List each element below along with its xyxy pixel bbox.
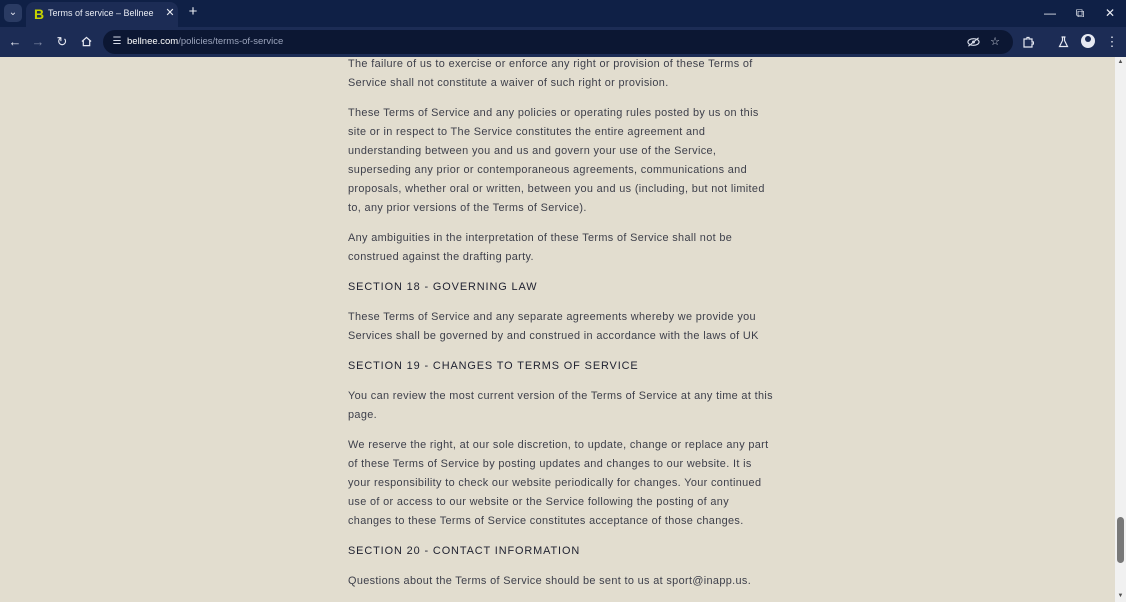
vertical-scrollbar[interactable] [1115, 57, 1126, 602]
paragraph-changes: We reserve the right, at our sole discretion, to update, change or replace any part of these Terms of Service by posting updates and changes to our website. It is your responsibility to check our website periodically for changes. Your continued use of or access to our website or the Service following the posting of any changes to these Terms of Service constitutes acceptance of those changes. [348, 439, 769, 527]
paragraph-governing-law: These Terms of Service and any separate agreements whereby we provide you Services shall be governed by and construed in accordance with the laws of UK [348, 311, 759, 342]
forward-button[interactable] [29, 33, 47, 51]
minimize-button[interactable] [1042, 5, 1058, 21]
url-text[interactable] [127, 36, 283, 47]
browser-toolbar [0, 27, 1126, 57]
heading-section-19: SECTION 19 - CHANGES TO TERMS OF SERVICE [348, 360, 639, 372]
site-info-icon[interactable]: ☰ [112, 36, 122, 47]
new-tab-button[interactable] [186, 5, 200, 19]
url-host: bellnee.com [127, 36, 179, 47]
star-icon[interactable]: ☆ [990, 36, 1000, 48]
back-button[interactable] [6, 33, 24, 51]
menu-icon: ⋮ [1105, 34, 1119, 49]
url-path: /policies/terms-of-service [178, 36, 284, 47]
plus-icon: + [188, 3, 198, 20]
terms-content [348, 57, 773, 602]
close-tab-icon[interactable]: ✕ [165, 7, 175, 19]
home-button[interactable] [77, 33, 95, 51]
paragraph-waiver: The failure of us to exercise or enforce any right or provision of these Terms of Service shall not constitute a waiver of such right or provision. [348, 58, 753, 89]
heading-section-18: SECTION 18 - GOVERNING LAW [348, 281, 538, 293]
page-viewport [0, 57, 1115, 602]
scroll-up-arrow-icon[interactable]: ▲ [1117, 59, 1124, 65]
reload-button[interactable] [53, 33, 71, 51]
tab-title: Terms of service – Bellnee [48, 8, 154, 18]
labs-button[interactable] [1054, 33, 1072, 51]
profile-icon[interactable] [1081, 34, 1095, 48]
minimize-icon: — [1044, 6, 1056, 20]
menu-button[interactable] [1103, 33, 1121, 51]
restore-button[interactable] [1072, 5, 1088, 21]
paragraph-ambiguities: Any ambiguities in the interpretation of these Terms of Service shall not be construed against the drafting party. [348, 232, 733, 263]
close-icon: ✕ [1104, 6, 1116, 20]
close-window-button[interactable] [1102, 5, 1118, 21]
restore-icon: ⧉ [1075, 6, 1085, 20]
tab-strip [0, 0, 1126, 27]
reload-icon: ↻ [56, 34, 68, 49]
tab-search-button[interactable] [4, 4, 22, 22]
extensions-button[interactable] [1019, 33, 1037, 51]
address-bar[interactable] [103, 30, 1013, 54]
eye-off-icon[interactable] [965, 34, 981, 50]
scroll-down-arrow-icon[interactable]: ▼ [1117, 593, 1124, 599]
back-icon: ← [8, 34, 22, 49]
paragraph-entire-agreement: These Terms of Service and any policies or operating rules posted by us on this site or in respect to The Service constitutes the entire agreement and understanding between you and us and govern your use of the Service, superseding any prior or contemporaneous agreements, communications and proposals, whether oral or written, between you and us (including, but not limited to, any prior versions of the Terms of Service). [348, 107, 765, 214]
chevron-down-icon: ⌄ [8, 7, 18, 18]
scrollbar-thumb[interactable] [1117, 517, 1124, 563]
site-favicon: B [33, 6, 45, 22]
browser-tab[interactable] [26, 2, 178, 27]
paragraph-contact: Questions about the Terms of Service should be sent to us at sport@inapp.us. [348, 575, 752, 587]
extensions-icon [1022, 36, 1034, 48]
forward-icon: → [31, 34, 45, 49]
home-icon [81, 36, 92, 47]
heading-section-20: SECTION 20 - CONTACT INFORMATION [348, 545, 581, 557]
paragraph-review: You can review the most current version of the Terms of Service at any time at this page. [348, 390, 773, 421]
labs-icon [1058, 36, 1069, 48]
